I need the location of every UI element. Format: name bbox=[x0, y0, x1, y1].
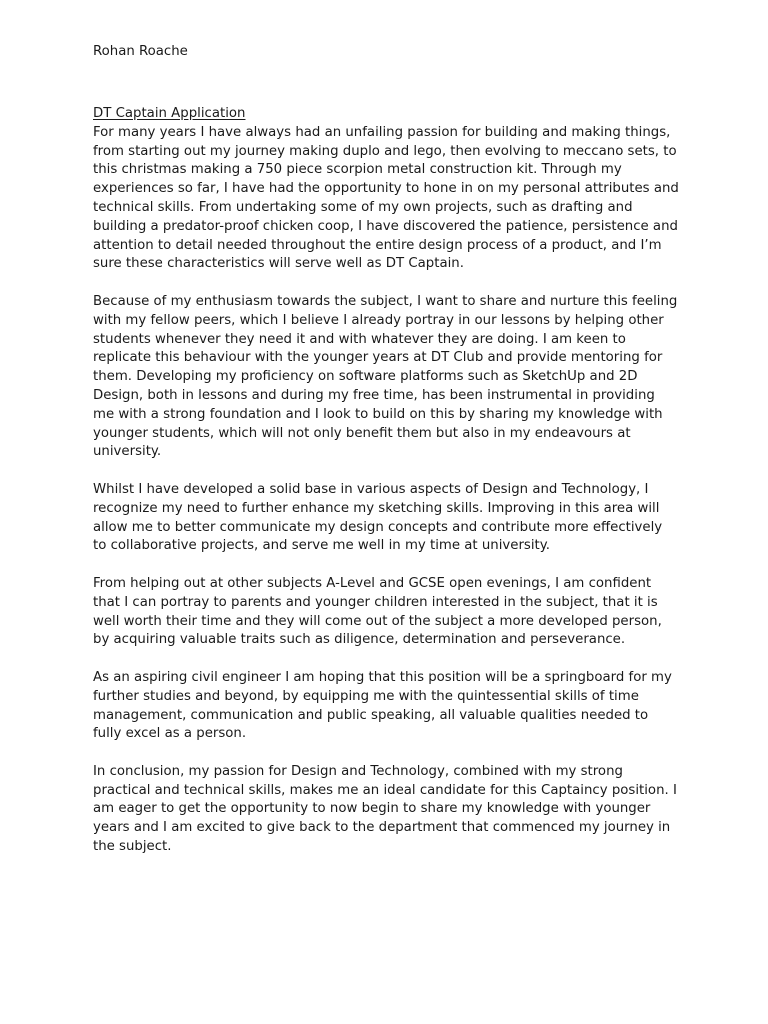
paragraph-spacer bbox=[93, 744, 679, 763]
paragraph-passion: For many years I have always had an unfailing passion for building and making things, from starting out my journey making duplo and lego, then evolving to meccano sets, to this christmas making a 750 piece scorpion metal construction kit. Through my experiences so far, I have had the opportunity to hone in on my personal attributes and technical skills. From undertaking some of my own projects, such as drafting and building a predator-proof chicken coop, I have discovered the patience, persistence and attention to detail needed throughout the entire design process of a product, and I’m sure these characteristics will serve well as DT Captain. bbox=[93, 124, 679, 272]
paragraph-spacer bbox=[93, 556, 679, 575]
document-body bbox=[93, 105, 679, 857]
author-name: Rohan Roache bbox=[93, 44, 188, 59]
paragraph-open-evenings: From helping out at other subjects A-Level and GCSE open evenings, I am confident that I can portray to parents and younger children interested in the subject, that it is well worth their time and they will come out of the subject a more developed person, by acquiring valuable traits such as diligence, determination and perseverance. bbox=[93, 575, 662, 648]
paragraph-development: Whilst I have developed a solid base in various aspects of Design and Technology, I recognize my need to further enhance my sketching skills. Improving in this area will allow me to better communicate my design concepts and contribute more effectively to collaborative projects, and serve me well in my time at university. bbox=[93, 481, 663, 554]
paragraph-aspirations: As an aspiring civil engineer I am hoping that this position will be a springboard for my further studies and beyond, by equipping me with the quintessential skills of time management, communication and public speaking, all valuable qualities needed to fully excel as a person. bbox=[93, 669, 672, 742]
paragraph-spacer bbox=[93, 462, 679, 481]
document-title: DT Captain Application bbox=[93, 106, 246, 121]
paragraph-spacer bbox=[93, 650, 679, 669]
paragraph-enthusiasm: Because of my enthusiasm towards the subject, I want to share and nurture this feeling with my fellow peers, which I believe I already portray in our lessons by helping other students whenever they need it and with whatever they are doing. I am keen to replicate this behaviour with the younger years at DT Club and provide mentoring for them. Developing my proficiency on software platforms such as SketchUp and 2D Design, both in lessons and during my free time, has been instrumental in providing me with a strong foundation and I look to build on this by sharing my knowledge with younger students, which will not only benefit them but also in my endeavours at university. bbox=[93, 293, 678, 460]
paragraph-conclusion: In conclusion, my passion for Design and Technology, combined with my strong practical and technical skills, makes me an ideal candidate for this Captaincy position. I am eager to get the opportunity to now begin to share my knowledge with younger years and I am excited to give back to the department that commenced my journey in the subject. bbox=[93, 763, 677, 855]
paragraph-spacer bbox=[93, 274, 679, 293]
